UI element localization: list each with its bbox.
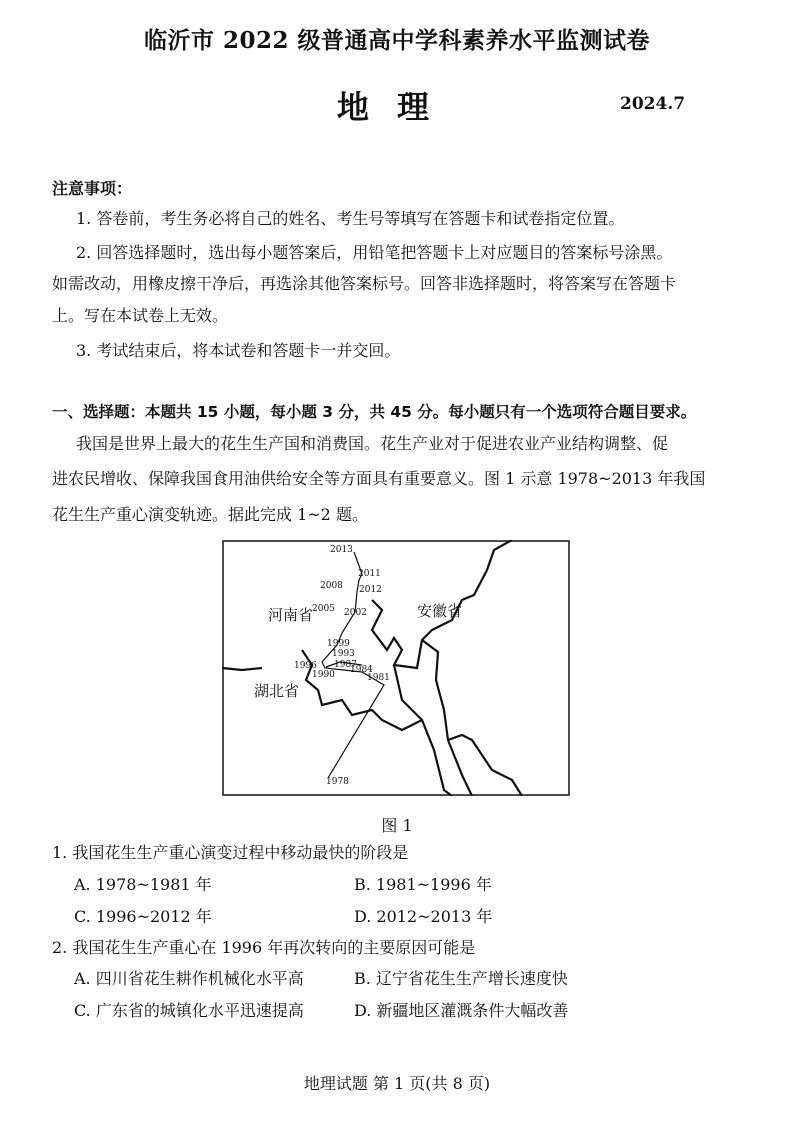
year-label-1984: 1984 [350,665,373,675]
subject-title: 地理 [336,88,457,126]
year-label-2002: 2002 [344,608,367,618]
year-label-2012: 2012 [359,585,382,595]
year-label-2005: 2005 [312,604,335,614]
notice-item: 2. 回答选择题时，选出每小题答案后，用铅笔把答题卡上对应题目的答案标号涂黑。 [76,243,673,262]
notice-item: 如需改动，用橡皮擦干净后，再选涂其他答案标号。回答非选择题时，将答案写在答题卡 [52,274,677,293]
exam-title: 临沂市 2022 级普通高中学科素养水平监测试卷 [143,27,651,54]
province-label-hubei: 湖北省 [254,682,300,700]
figure-caption: 图 1 [381,816,413,835]
year-label-1996: 1996 [294,661,317,671]
notice-item: 上。写在本试卷上无效。 [52,306,229,325]
question-option: C. 1996~2012 年 [74,907,212,926]
intro-line: 我国是世界上最大的花生生产国和消费国。花生产业对于促进农业产业结构调整、促 [76,434,669,453]
question-stem: 1. 我国花生生产重心演变过程中移动最快的阶段是 [52,843,409,862]
year-label-2008: 2008 [320,581,343,591]
year-label-1978: 1978 [326,777,349,787]
intro-line: 进农民增收、保障我国食用油供给安全等方面具有重要意义。图 1 示意 1978~2013 年我国 [52,469,706,488]
intro-line: 花生生产重心演变轨迹。据此完成 1~2 题。 [52,505,368,524]
question-option: A. 1978~1981 年 [74,875,212,894]
trajectory-map [222,540,570,796]
year-label-1981: 1981 [367,673,390,683]
notice-heading: 注意事项： [52,179,133,198]
question-stem: 2. 我国花生生产重心在 1996 年再次转向的主要原因可能是 [52,938,476,957]
notice-item: 1. 答卷前，考生务必将自己的姓名、考生号等填写在答题卡和试卷指定位置。 [76,209,625,228]
province-label-anhui: 安徽省 [417,602,463,620]
section-heading: 一、选择题：本题共 15 小题，每小题 3 分，共 45 分。每小题只有一个选项符合题目要求。 [52,403,697,421]
year-label-1987: 1987 [334,660,357,670]
question-option: C. 广东省的城镇化水平迅速提高 [74,1001,304,1020]
question-option: D. 新疆地区灌溉条件大幅改善 [354,1001,569,1020]
year-label-1999: 1999 [327,639,350,649]
question-option: B. 1981~1996 年 [354,875,492,894]
question-option: A. 四川省花生耕作机械化水平高 [74,969,304,988]
year-label-2013: 2013 [330,545,353,555]
page-footer: 地理试题 第 1 页(共 8 页) [303,1074,491,1093]
year-label-2011: 2011 [358,569,381,579]
question-option: B. 辽宁省花生生产增长速度快 [354,969,568,988]
province-label-henan: 河南省 [268,606,314,624]
question-option: D. 2012~2013 年 [354,907,493,926]
year-label-1990: 1990 [312,670,335,680]
exam-date: 2024.7 [620,94,686,114]
notice-item: 3. 考试结束后，将本试卷和答题卡一并交回。 [76,341,401,360]
year-label-1993: 1993 [332,649,355,659]
